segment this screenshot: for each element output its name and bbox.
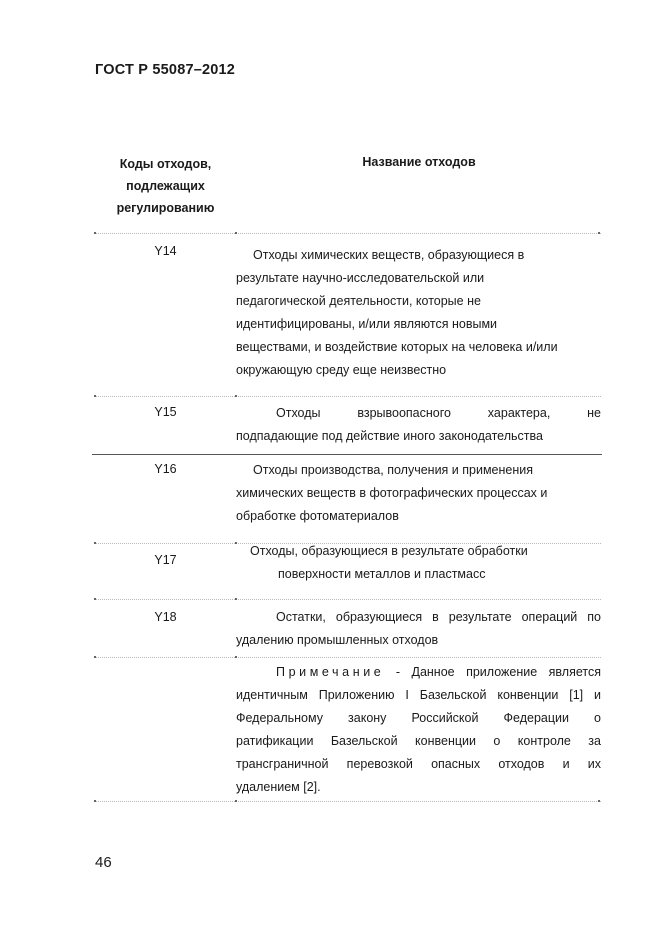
text-line: обработке фотоматериалов [236, 509, 399, 523]
row-separator [94, 801, 601, 802]
text-line: идентичным Приложению I Базельской конвенции [1] и [236, 688, 601, 702]
note-first-line [236, 661, 601, 684]
waste-code: Y17 [154, 553, 177, 567]
scan-mark [94, 598, 96, 600]
scan-mark [235, 800, 237, 802]
scan-mark [598, 800, 600, 802]
waste-code: Y15 [154, 405, 177, 419]
row-separator [94, 233, 601, 234]
waste-code: Y14 [154, 244, 177, 258]
text-line: химических веществ в фотографических процессах и [236, 486, 548, 500]
scan-mark [235, 598, 237, 600]
waste-name [236, 402, 601, 448]
text-line: веществами, и воздействие которых на человека и/или [236, 340, 558, 354]
scan-mark [94, 542, 96, 544]
scan-mark [94, 395, 96, 397]
scan-mark [94, 800, 96, 802]
text-line: педагогической деятельности, которые не [236, 294, 481, 308]
text-line: идентифицированы, и/или являются новыми [236, 317, 498, 331]
text-line: удалению промышленных отходов [236, 633, 439, 647]
text-line: Остатки, образующиеся в результате операций по [276, 610, 601, 624]
header-waste-names: Название отходов [362, 155, 476, 169]
text-line: трансграничной перевозкой опасных отходов и их [236, 757, 601, 771]
document-title: ГОСТ Р 55087–2012 [95, 62, 236, 78]
text-line: Отходы производства, получения и применения [253, 463, 534, 477]
scan-mark [94, 656, 96, 658]
scan-mark [598, 232, 600, 234]
text-line: подпадающие под действие иного законодательства [236, 429, 543, 443]
note-dash-text: - Данное приложение является [395, 665, 601, 679]
row-separator [94, 657, 601, 658]
text-line: ратификации Базельской конвенции о контроле за [236, 734, 601, 748]
note-label: Примечание [276, 665, 385, 679]
header-code-line: подлежащих [126, 179, 205, 193]
text-line: Отходы взрывоопасного характера, не [276, 406, 601, 420]
row-separator [94, 599, 601, 600]
row-separator-solid [92, 454, 602, 455]
waste-name [236, 606, 601, 652]
waste-name [236, 459, 601, 528]
text-line: Федеральному закону Российской Федерации о [236, 711, 601, 725]
scan-mark [94, 232, 96, 234]
header-code-line: Коды отходов, [119, 157, 212, 171]
text-line: Отходы, образующиеся в результате обработки [250, 544, 528, 558]
waste-name [236, 540, 601, 586]
header-code-line: регулированию [116, 201, 215, 215]
table-note [236, 661, 601, 799]
text-line: окружающую среду еще неизвестно [236, 363, 447, 377]
text-line: удалением [2]. [236, 780, 321, 794]
row-separator [94, 396, 601, 397]
header-waste-codes [108, 153, 223, 219]
waste-code: Y18 [154, 610, 177, 624]
page-number: 46 [95, 854, 112, 871]
text-line: результате научно-исследовательской или [236, 271, 485, 285]
waste-name [236, 244, 601, 382]
text-line: поверхности металлов и пластмасс [278, 567, 486, 581]
scan-mark [235, 656, 237, 658]
waste-code: Y16 [154, 462, 177, 476]
scan-mark [235, 395, 237, 397]
scan-mark [235, 232, 237, 234]
text-line: Отходы химических веществ, образующиеся в [253, 248, 525, 262]
